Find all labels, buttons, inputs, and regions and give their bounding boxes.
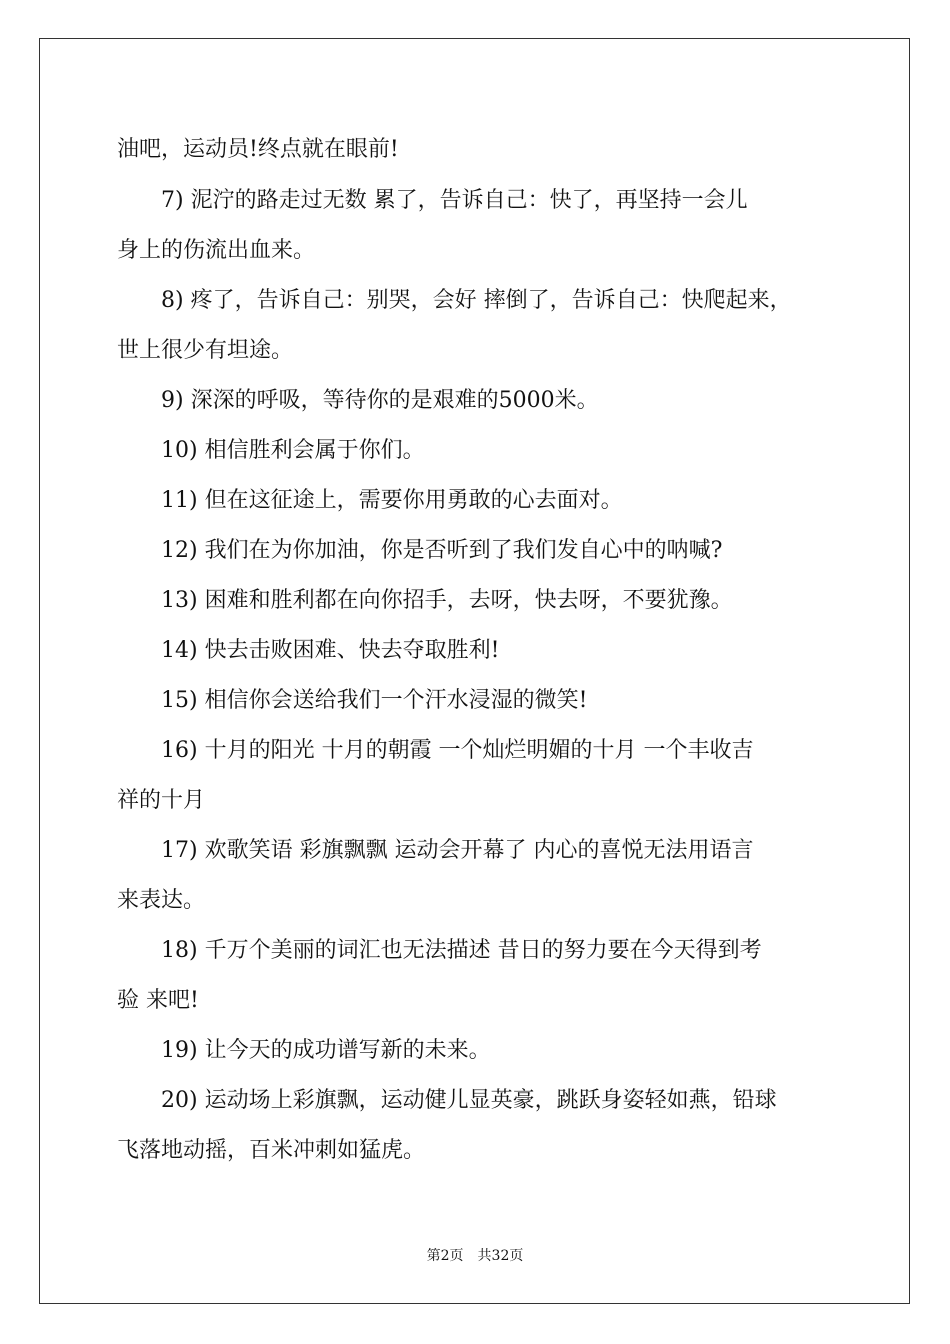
text-line: 17) 欢歌笑语 彩旗飘飘 运动会开幕了 内心的喜悦无法用语言	[161, 838, 754, 863]
text-line: 飞落地动摇，百米冲刺如猛虎。	[117, 1138, 426, 1163]
text-line: 8) 疼了，告诉自己：别哭，会好 摔倒了，告诉自己：快爬起来，	[161, 288, 792, 313]
text-line: 11) 但在这征途上，需要你用勇敢的心去面对。	[161, 488, 623, 513]
text-line: 18) 千万个美丽的词汇也无法描述 昔日的努力要在今天得到考	[161, 938, 762, 963]
text-line: 19) 让今天的成功谱写新的未来。	[161, 1038, 491, 1063]
text-line: 13) 困难和胜利都在向你招手，去呀，快去呀，不要犹豫。	[161, 588, 733, 613]
text-line: 12) 我们在为你加油，你是否听到了我们发自心中的呐喊?	[161, 538, 723, 563]
text-line: 身上的伤流出血来。	[117, 238, 316, 263]
text-line: 验 来吧!	[117, 988, 199, 1013]
text-line: 世上很少有坦途。	[117, 338, 294, 363]
text-line: 油吧，运动员!终点就在眼前!	[117, 137, 399, 162]
text-line: 20) 运动场上彩旗飘，运动健儿显英豪，跳跃身姿轻如燕，铅球	[161, 1088, 777, 1113]
text-line: 14) 快去击败困难、快去夺取胜利!	[161, 638, 500, 663]
text-line: 10) 相信胜利会属于你们。	[161, 438, 425, 463]
text-line: 来表达。	[117, 888, 206, 913]
text-line: 祥的十月	[117, 788, 206, 813]
text-line: 16) 十月的阳光 十月的朝霞 一个灿烂明媚的十月 一个丰收吉	[161, 738, 754, 763]
text-line: 9) 深深的呼吸，等待你的是艰难的5000米。	[161, 388, 599, 413]
text-line: 15) 相信你会送给我们一个汗水浸湿的微笑!	[161, 688, 588, 713]
text-line: 7) 泥泞的路走过无数 累了，告诉自己：快了，再坚持一会儿	[161, 188, 748, 213]
page-number-footer: 第2页 共32页	[426, 1248, 524, 1264]
